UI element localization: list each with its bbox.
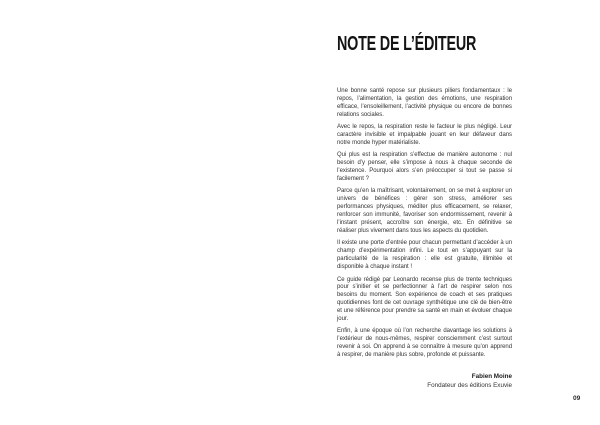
- paragraph: Qui plus est la respiration s’effectue de manière autonome : nul besoin d’y penser, elle s’impose à nous à chaque seconde de l’existence. Pourquoi alors s’en préoccuper si tout se passe si facilement ?: [337, 152, 512, 183]
- paragraph: Il existe une porte d’entrée pour chacun permettant d’accéder à un champ d’expérimentation infini. Le tout en s’appuyant sur la particularité de la respiration : elle est gratuite, illimitée et disponible à chaque instant !: [337, 240, 512, 271]
- editor-note-page: [337, 30, 512, 390]
- page-title: NOTE DE L’ÉDITEUR: [337, 32, 477, 55]
- paragraph: Avec le repos, la respiration reste le facteur le plus négligé. Leur caractère invisible et impalpable jouant en leur défaveur dans notre monde hyper matérialiste.: [337, 124, 512, 146]
- page-number: 09: [573, 395, 581, 402]
- paragraph: Ce guide rédigé par Leonardo recense plus de trente techniques pour s’initier et se perfectionner à l’art de respirer selon nos besoins du moment. Son expérience de coach et ses pratiques quotidiennes font de cet ouvrage synthétique une clé de bien-être et une référence pour prendre sa santé en main et évoluer chaque jour.: [337, 276, 512, 323]
- paragraph: Une bonne santé repose sur plusieurs piliers fondamentaux : le repos, l’alimentation, la gestion des émotions, une respiration efficace, l’ensoleillement, l’activité physique ou encore de bonnes relations sociales.: [337, 88, 512, 118]
- paragraph: Parce qu’en la maîtrisant, volontairement, on se met à explorer un univers de bénéfices : gérer son stress, améliorer ses performances physiques, méditer plus efficacement, se relaxer, renforcer son immunité, favoriser son endormissement, revenir à l’instant présent, accroître son énergie, etc. En définitive se réaliser plus vivement dans tous les aspects du quotidien.: [337, 188, 512, 234]
- signature-name: Fabien Moine: [471, 373, 512, 381]
- editor-note-body: [337, 88, 512, 360]
- paragraph: Enfin, à une époque où l’on recherche davantage les solutions à l’extérieur de nous-mêmes, respirer consciemment c’est surtout revenir à soi. On apprend à se connaître à mesure qu’on apprend à respirer, de manière plus sobre, profonde et puissante.: [337, 328, 512, 359]
- signature-block: [337, 372, 512, 390]
- signature-role: Fondateur des éditions Exuvie: [427, 382, 512, 390]
